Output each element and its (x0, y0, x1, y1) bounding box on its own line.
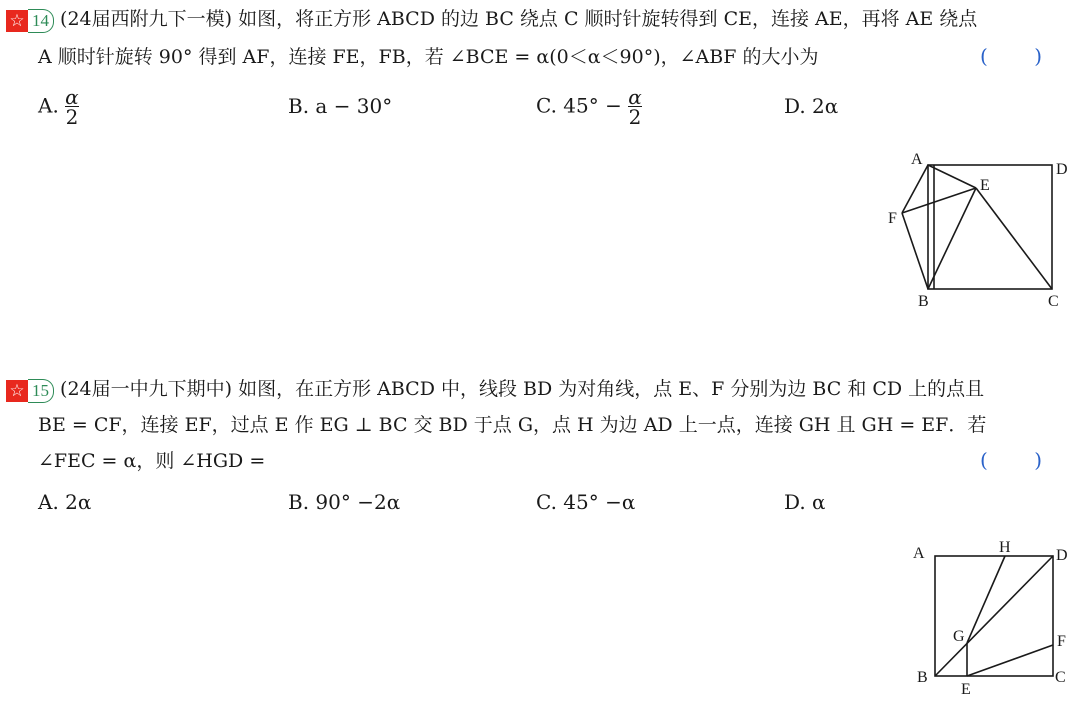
answer-paren[interactable]: ( ) (980, 448, 1062, 472)
question-15-line-1 (6, 376, 984, 403)
question-15-text-3: ∠FEC = α，则 ∠HGD = (38, 450, 266, 472)
fraction-numerator: α (65, 85, 79, 109)
question-15-text-1: (24届一中九下期中) 如图，在正方形 ABCD 中，线段 BD 为对角线，点 E、F 分别为边 BC 和 CD 上的点且 (60, 378, 985, 400)
star-icon: ☆ (6, 10, 28, 32)
segment-ef (967, 645, 1053, 676)
label-d: D (1056, 161, 1068, 178)
label-e: E (961, 681, 971, 698)
square-abcd (928, 165, 1052, 289)
segment-ae (928, 165, 976, 188)
figure-14 (880, 150, 1068, 310)
question-14-line-2 (38, 44, 818, 70)
figure-15 (905, 540, 1075, 700)
answer-paren[interactable]: ( ) (980, 44, 1062, 68)
segment-ce (976, 188, 1052, 289)
question-number: 14 (28, 9, 54, 33)
fraction-denominator: 2 (65, 105, 79, 129)
question-14-text-1: (24届西附九下一模) 如图，将正方形 ABCD 的边 BC 绕点 C 顺时针旋转得到 CE，连接 AE，再将 AE 绕点 (60, 8, 978, 30)
fraction (65, 85, 79, 129)
fraction-denominator: 2 (628, 105, 642, 129)
label-f: F (888, 210, 897, 227)
fraction-numerator: α (628, 85, 642, 109)
option-d[interactable]: D. α (784, 490, 826, 514)
label-a: A (913, 545, 925, 562)
label-b: B (918, 293, 929, 310)
option-b[interactable]: B. a − 30° (288, 94, 393, 118)
option-c[interactable] (536, 85, 642, 129)
option-a[interactable]: A. 2α (38, 490, 92, 514)
label-a: A (911, 151, 923, 168)
label-d: D (1056, 547, 1068, 564)
label-e: E (980, 177, 990, 194)
star-icon: ☆ (6, 380, 28, 402)
option-b[interactable]: B. 90° −2α (288, 490, 401, 514)
diagonal-bd (935, 556, 1053, 676)
question-15-text-2: BE = CF，连接 EF，过点 E 作 EG ⊥ BC 交 BD 于点 G，点 H 为边 AD 上一点，连接 GH 且 GH = EF．若 (38, 414, 987, 436)
label-h: H (999, 539, 1011, 556)
option-d[interactable]: D. 2α (784, 94, 839, 118)
question-15-badge (6, 377, 54, 403)
label-c: C (1055, 669, 1066, 686)
segment-gh (967, 556, 1005, 643)
segment-fb (902, 213, 928, 289)
question-14-text-2: A 顺时针旋转 90° 得到 AF，连接 FE，FB，若 ∠BCE = α(0＜α＜90°)，∠ABF 的大小为 (38, 46, 819, 68)
question-14-line-1 (6, 6, 977, 33)
segment-be (928, 188, 976, 289)
question-15-line-2 (38, 412, 986, 438)
option-c[interactable]: C. 45° −α (536, 490, 636, 514)
fraction (628, 85, 642, 129)
label-c: C (1048, 293, 1059, 310)
option-label: A. (38, 93, 59, 118)
question-number: 15 (28, 379, 54, 403)
option-a[interactable] (38, 85, 79, 129)
option-label: C. 45° − (536, 93, 622, 118)
label-f: F (1057, 633, 1066, 650)
label-b: B (917, 669, 928, 686)
question-14-badge (6, 7, 54, 33)
question-15-line-3 (38, 448, 265, 474)
label-g: G (953, 628, 965, 645)
